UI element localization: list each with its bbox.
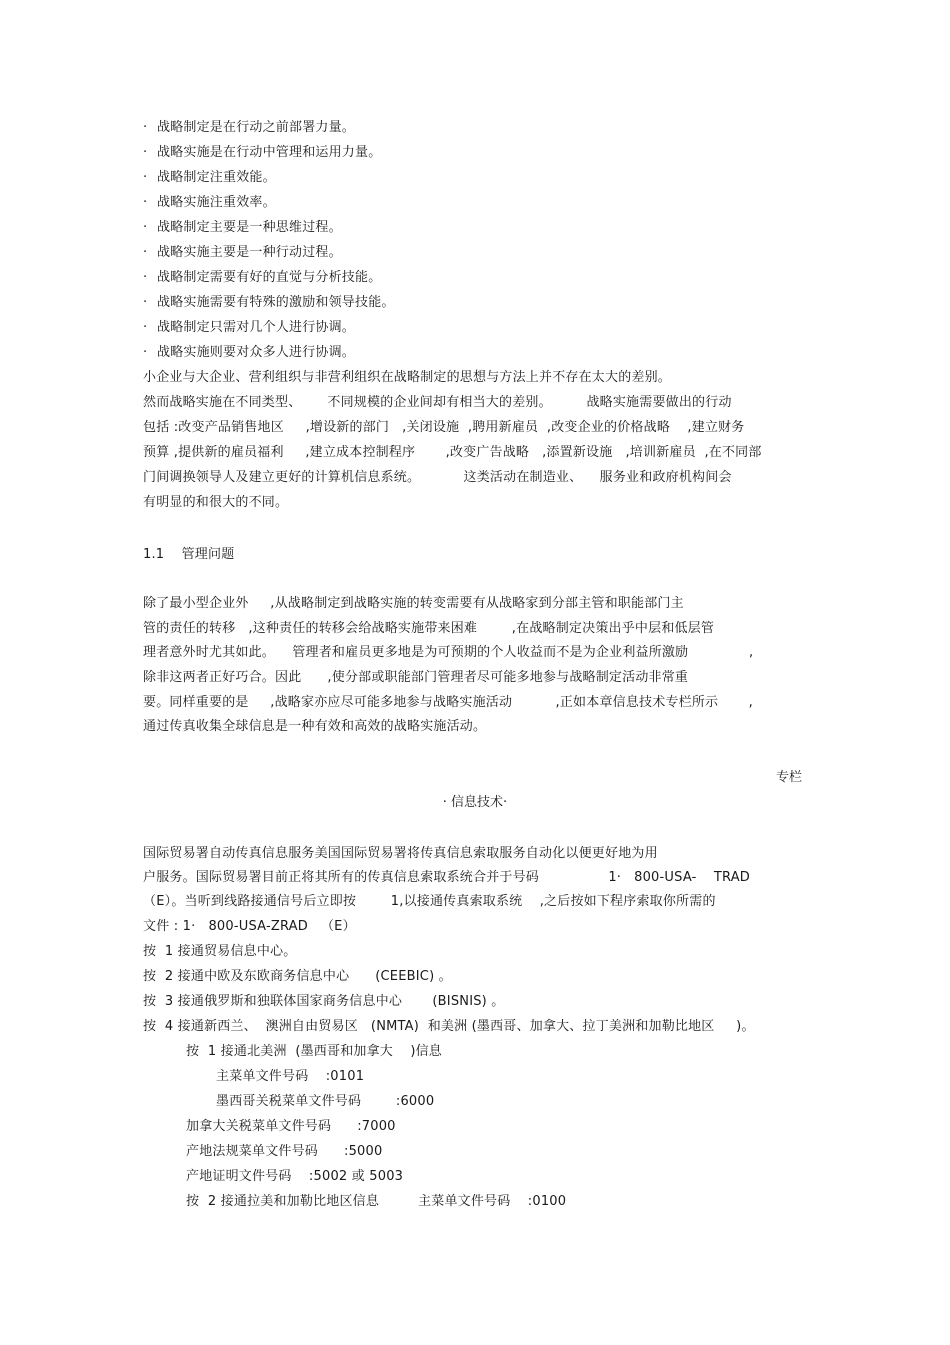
paragraph-line: 通过传真收集全球信息是一种有效和高效的战略实施活动。 [143,719,487,734]
bullet-mark: · [143,295,148,310]
column-title: · 信息技术· [442,795,508,810]
main-menu-file-number: 主菜单文件号码 :0101 [216,1069,365,1084]
list-item [143,269,381,287]
paragraph-line: （E）。当听到线路接通信号后立即按 1,以接通传真索取系统 ,之后按如下程序索取你所需的 [143,894,716,909]
bullet-text: 战略实施注重效率。 [157,195,276,210]
north-america-heading: 按 1 接通北美洲 (墨西哥和加拿大 )信息 [186,1044,443,1059]
list-item [143,119,355,137]
press-item: 按 3 接通俄罗斯和独联体国家商务信息中心 (BISNIS) 。 [143,994,505,1009]
origin-law-file-number: 产地法规菜单文件号码 :5000 [186,1144,383,1159]
bullet-text: 战略制定注重效能。 [157,170,276,185]
paragraph-line: 理者意外时尤其如此。 管理者和雇员更多地是为可预期的个人收益而不是为企业利益所激励 , [143,645,754,660]
paragraph-line: 户服务。国际贸易署目前正将其所有的传真信息索取系统合并于号码 1· 800-USA- TRAD [143,870,751,885]
paragraph-line: 管的责任的转移 ,这种责任的转移会给战略实施带来困难 ,在战略制定决策出乎中层和低层管 [143,621,715,636]
paragraph-line: 有明显的和很大的不同。 [143,495,289,510]
press-item: 按 4 接通新西兰、 澳洲自由贸易区 (NMTA) 和美洲 (墨西哥、加拿大、拉丁美洲和加勒比地区 )。 [143,1019,755,1034]
paragraph-line: 然而战略实施在不同类型、 不同规模的企业间却有相当大的差别。 战略实施需要做出的行动 [143,395,732,410]
list-item [143,169,276,187]
list-item [143,294,395,312]
paragraph-line: 国际贸易署自动传真信息服务美国国际贸易署将传真信息索取服务自动化以便更好地为用 [143,846,658,861]
paragraph-line: 要。同样重要的是 ,战略家亦应尽可能多地参与战略实施活动 ,正如本章信息技术专栏所示 , [143,695,753,710]
canada-tariff-file-number: 加拿大关税菜单文件号码 :7000 [186,1119,396,1134]
bullet-text: 战略制定主要是一种思维过程。 [157,220,342,235]
list-item [143,194,276,212]
press-item: 按 1 接通贸易信息中心。 [143,944,297,959]
latin-america-heading: 按 2 接通拉美和加勒比地区信息 主菜单文件号码 :0100 [186,1194,567,1209]
paragraph-line: 预算 ,提供新的雇员福利 ,建立成本控制程序 ,改变广告战略 ,添置新设施 ,培训新雇员 ,在不同部 [143,445,762,460]
list-item [143,219,342,237]
paragraph-line: 除了最小型企业外 ,从战略制定到战略实施的转变需要有从战略家到分部主管和职能部门主 [143,596,684,611]
paragraph-line: 文件 : 1· 800-USA-ZRAD （E） [143,919,356,934]
bullet-mark: · [143,345,148,360]
press-item: 按 2 接通中欧及东欧商务信息中心 (CEEBIC) 。 [143,969,452,984]
bullet-text: 战略制定是在行动之前部署力量。 [157,120,356,135]
bullet-mark: · [143,170,148,185]
bullet-mark: · [143,270,148,285]
paragraph-line: 小企业与大企业、营利组织与非营利组织在战略制定的思想与方法上并不存在太大的差别。 [143,370,672,385]
paragraph-line: 除非这两者正好巧合。因此 ,使分部或职能部门管理者尽可能多地参与战略制定活动非常重 [143,670,689,685]
list-item [143,344,355,362]
bullet-text: 战略实施则要对众多人进行协调。 [157,345,356,360]
mexico-tariff-file-number: 墨西哥关税菜单文件号码 :6000 [216,1094,435,1109]
bullet-mark: · [143,220,148,235]
section-heading: 1.1 管理问题 [143,547,235,562]
list-item [143,319,355,337]
bullet-mark: · [143,195,148,210]
bullet-mark: · [143,245,148,260]
bullet-mark: · [143,320,148,335]
bullet-mark: · [143,145,148,160]
column-label: 专栏 [775,770,802,785]
paragraph-line: 包括 :改变产品销售地区 ,增设新的部门 ,关闭设施 ,聘用新雇员 ,改变企业的价格战略 ,建立财务 [143,420,745,435]
paragraph-line: 门间调换领导人及建立更好的计算机信息系统。 这类活动在制造业、 服务业和政府机构间会 [143,470,732,485]
list-item [143,144,381,162]
bullet-mark: · [143,120,148,135]
bullet-text: 战略实施是在行动中管理和运用力量。 [157,145,382,160]
list-item [143,244,342,262]
bullet-text: 战略制定只需对几个人进行协调。 [157,320,356,335]
bullet-text: 战略制定需要有好的直觉与分析技能。 [157,270,382,285]
origin-cert-file-number: 产地证明文件号码 :5002 或 5003 [186,1169,404,1184]
bullet-text: 战略实施主要是一种行动过程。 [157,245,342,260]
bullet-text: 战略实施需要有特殊的激励和领导技能。 [157,295,395,310]
